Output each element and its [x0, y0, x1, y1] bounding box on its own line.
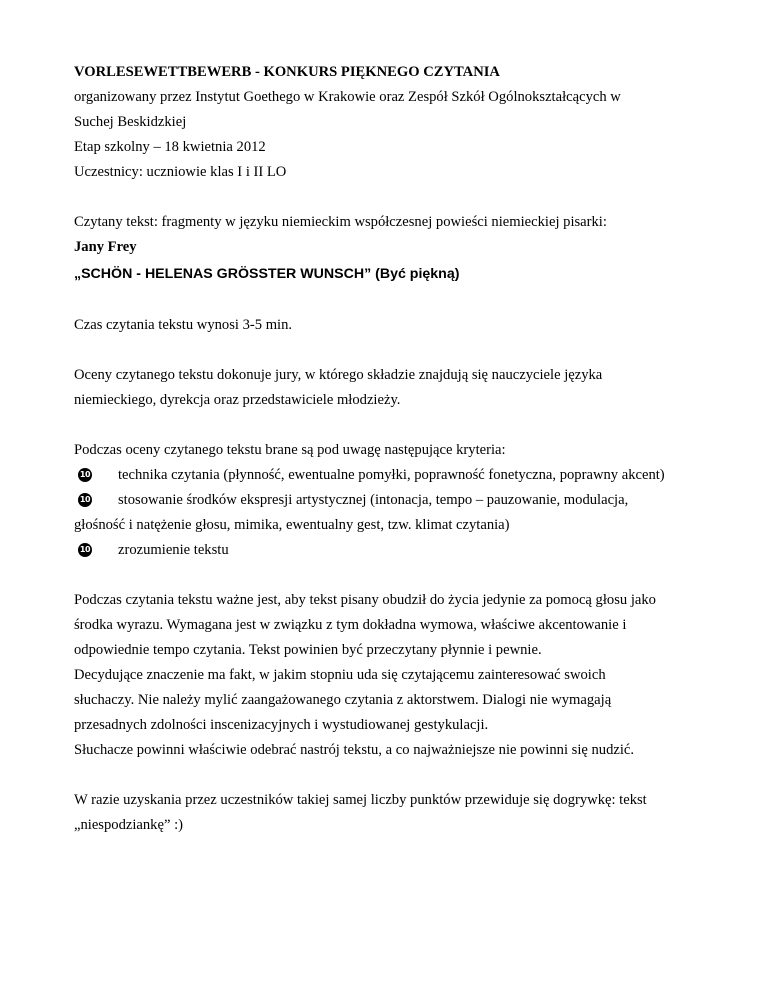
criteria-intro: Podczas oceny czytanego tekstu brane są pod uwagę następujące kryteria:	[74, 442, 506, 458]
spacer	[74, 563, 714, 588]
numbered-circle-icon: 10	[78, 468, 92, 482]
criteria-item	[74, 463, 714, 488]
spacer	[74, 288, 714, 313]
numbered-circle-icon: 10	[78, 543, 92, 557]
guideline-line: środka wyrazu. Wymagana jest w związku z tym dokładna wymowa, właściwe akcentowanie i	[74, 617, 627, 633]
guideline-line: odpowiednie tempo czytania. Tekst powinien być przeczytany płynnie i pewnie.	[74, 642, 542, 658]
criteria-item-text: stosowanie środków ekspresji artystycznej (intonacja, tempo – pauzowanie, modulacja,	[118, 492, 629, 508]
criteria-item	[74, 488, 714, 538]
spacer	[74, 763, 714, 788]
text-intro: Czytany tekst: fragmenty w języku niemieckim współczesnej powieści niemieckiej pisarki:	[74, 214, 607, 230]
document-page	[74, 60, 714, 838]
criteria-item-text-continued: głośność i natężenie głosu, mimika, ewentualny gest, tzw. klimat czytania)	[74, 517, 510, 533]
jury-line-2: niemieckiego, dyrekcja oraz przedstawiciele młodzieży.	[74, 392, 401, 408]
guideline-line: Podczas czytania tekstu ważne jest, aby tekst pisany obudził do życia jedynie za pomocą głosu jako	[74, 592, 656, 608]
document-title: VORLESEWETTBEWERB - KONKURS PIĘKNEGO CZYTANIA	[74, 64, 500, 80]
participants: Uczestnicy: uczniowie klas I i II LO	[74, 164, 287, 180]
spacer	[74, 413, 714, 438]
criteria-item	[74, 538, 714, 563]
criteria-item-text: technika czytania (płynność, ewentualne pomyłki, poprawność fonetyczna, poprawny akcent)	[118, 467, 665, 483]
spacer	[74, 185, 714, 210]
stage-date: Etap szkolny – 18 kwietnia 2012	[74, 139, 266, 155]
guideline-line: Słuchacze powinni właściwie odebrać nastrój tekstu, a co najważniejsze nie powinni się nudzić.	[74, 742, 635, 758]
organizer-line-1: organizowany przez Instytut Goethego w Krakowie oraz Zespół Szkół Ogólnokształcących w	[74, 89, 621, 105]
reading-duration: Czas czytania tekstu wynosi 3-5 min.	[74, 317, 293, 333]
jury-line-1: Oceny czytanego tekstu dokonuje jury, w którego składzie znajdują się nauczyciele języka	[74, 367, 603, 383]
criteria-item-text: zrozumienie tekstu	[118, 542, 229, 558]
organizer-line-2: Suchej Beskidzkiej	[74, 114, 187, 130]
tiebreak-line-2: „niespodziankę” :)	[74, 817, 183, 833]
tiebreak-line-1: W razie uzyskania przez uczestników takiej samej liczby punktów przewiduje się dogrywkę: tekst	[74, 792, 647, 808]
spacer	[74, 338, 714, 363]
author-name: Jany Frey	[74, 239, 137, 255]
guideline-line: Decydujące znaczenie ma fakt, w jakim stopniu uda się czytającemu zainteresować swoich	[74, 667, 606, 683]
guideline-line: przesadnych zdolności inscenizacyjnych i wystudiowanej gestykulacji.	[74, 717, 489, 733]
guideline-line: słuchaczy. Nie należy mylić zaangażowanego czytania z aktorstwem. Dialogi nie wymagają	[74, 692, 612, 708]
book-title: „SCHÖN - HELENAS GRÖSSTER WUNSCH” (Być piękną)	[74, 266, 460, 282]
numbered-circle-icon: 10	[78, 493, 92, 507]
